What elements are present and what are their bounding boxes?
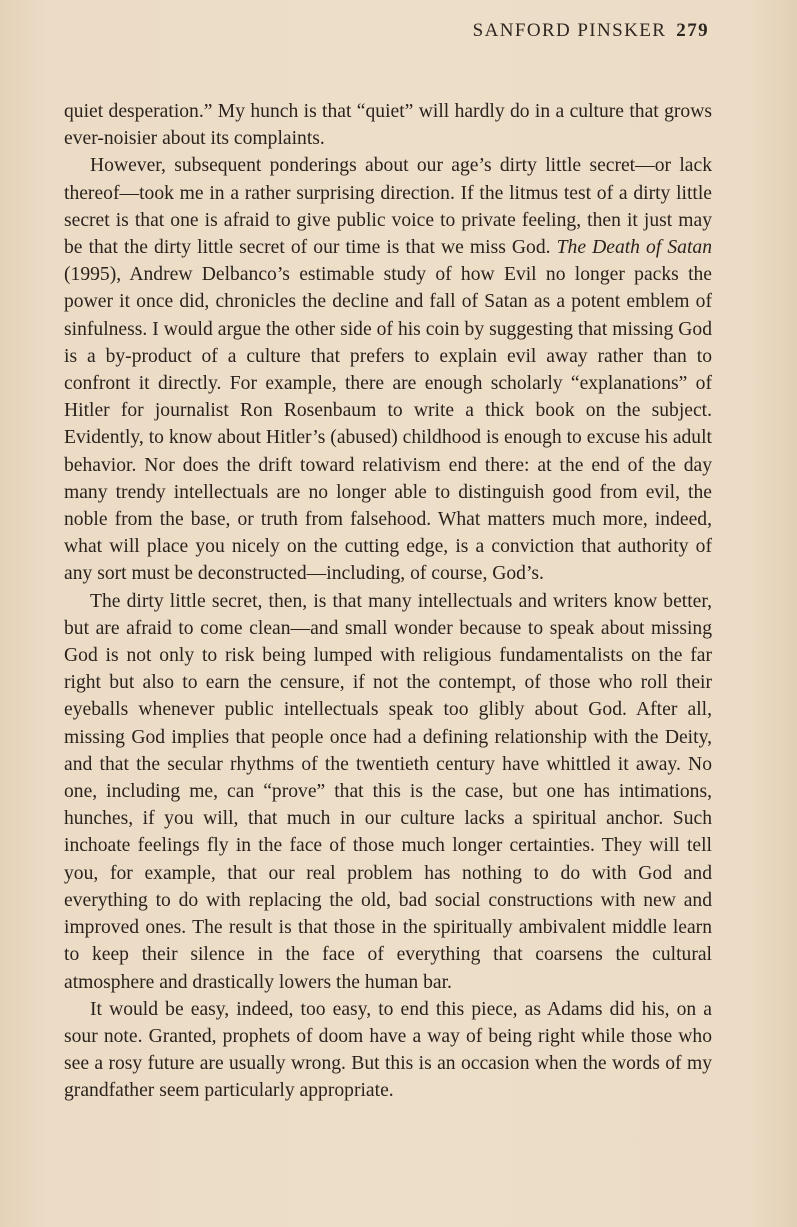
running-head-author: SANFORD PINSKER — [472, 20, 667, 41]
book-title-the-death-of-satan: The Death of Satan — [556, 237, 712, 259]
paragraph-2-text-b: (1995), Andrew Delbanco’s estimable study of how Evil no longer packs the power it once did, chronicles the decline and fall of Satan as a potent emblem of sinfulness. I would argue the other side of his coin by suggesting that missing God is a by-product of a culture that prefers to explain evil away rather than to confront it directly. For example, there are enough scholarly “explanations” of Hitler for journalist Ron Rosenbaum to write a thick book on the subject. Evidently, to know about Hitler’s (abused) childhood is enough to excuse his adult behavior. Nor does the drift toward relativism end there: at the end of the day many trendy intellectuals are no longer able to distinguish good from evil, the noble from the base, or truth from falsehood. What matters much more, indeed, what will place you nicely on the cutting edge, is a conviction that authority of any sort must be deconstructed—including, of course, God’s. — [64, 264, 712, 585]
paragraph-2 — [64, 152, 712, 587]
page-number: 279 — [676, 20, 709, 41]
paragraph-1: quiet desperation.” My hunch is that “quiet” will hardly do in a culture that grows ever-noisier about its complaints. — [64, 101, 712, 150]
paragraph-3: The dirty little secret, then, is that many intellectuals and writers know better, but are afraid to come clean—and small wonder because to speak about missing God is not only to risk being lumped with religious fundamentalists on the far right but also to earn the censure, if not the contempt, of those who roll their eyeballs whenever public intellectuals speak too glibly about God. After all, missing God implies that people once had a defining relationship with the Deity, and that the secular rhythms of the twentieth century have whittled it away. No one, including me, can “prove” that this is the case, but one has intimations, hunches, if you will, that much in our culture lacks a spiritual anchor. Such inchoate feelings fly in the face of those much longer certainties. They will tell you, for example, that our real problem has nothing to do with God and everything to do with replacing the old, bad social constructions with new and improved ones. The result is that those in the spiritually ambivalent middle learn to keep their silence in the face of everything that coarsens the cultural atmosphere and drastically lowers the human bar. — [64, 590, 712, 993]
paragraph-4: It would be easy, indeed, too easy, to end this piece, as Adams did his, on a sour note. Granted, prophets of doom have a way of being right while those who see a rosy future are usually wrong. But this is an occasion when the words of my grandfather seem particularly appropriate. — [64, 998, 712, 1102]
body-text — [64, 98, 712, 1105]
running-head — [473, 20, 709, 42]
paragraph-2-text-a: However, subsequent ponderings about our age’s dirty little secret—or lack thereof—took me in a rather surprising direction. If the litmus test of a dirty little secret is that one is afraid to give public voice to private feeling, then it just may be that the dirty little secret of our time is that we miss God. — [64, 155, 712, 259]
